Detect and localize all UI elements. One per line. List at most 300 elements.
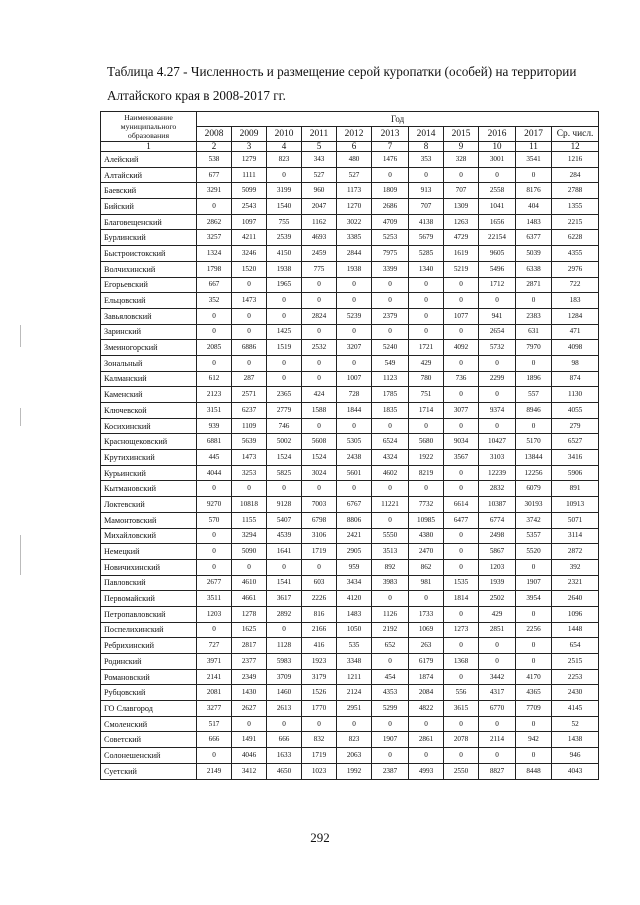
count-cell: 727 — [197, 638, 232, 654]
count-cell: 6881 — [197, 434, 232, 450]
count-cell: 3077 — [444, 403, 479, 419]
column-number: 5 — [302, 142, 337, 152]
count-cell: 4324 — [372, 450, 409, 466]
count-cell: 5090 — [232, 544, 267, 560]
count-cell: 9128 — [267, 497, 302, 513]
count-cell: 6767 — [337, 497, 372, 513]
count-cell: 6614 — [444, 497, 479, 513]
municipality-name: Петропавловский — [101, 606, 197, 622]
table-row — [101, 763, 599, 779]
table-row — [101, 544, 599, 560]
year-header: 2009 — [232, 127, 267, 142]
count-cell: 3001 — [479, 152, 516, 168]
column-number: 1 — [101, 142, 197, 152]
count-cell: 0 — [372, 418, 409, 434]
average-cell: 2515 — [552, 654, 599, 670]
table-caption-line-2: Алтайского края в 2008-2017 гг. — [107, 88, 286, 103]
count-cell: 5520 — [516, 544, 552, 560]
table-row — [101, 277, 599, 293]
count-cell: 707 — [444, 183, 479, 199]
year-header: 2017 — [516, 127, 552, 142]
count-cell: 4365 — [516, 685, 552, 701]
municipality-name: Советский — [101, 732, 197, 748]
year-header: 2015 — [444, 127, 479, 142]
count-cell: 2379 — [372, 308, 409, 324]
count-cell: 1368 — [444, 654, 479, 670]
count-cell: 816 — [302, 606, 337, 622]
count-cell: 823 — [337, 732, 372, 748]
count-cell: 1519 — [267, 340, 302, 356]
average-cell: 3416 — [552, 450, 599, 466]
table-row — [101, 732, 599, 748]
count-cell: 429 — [479, 606, 516, 622]
municipality-name: Алейский — [101, 152, 197, 168]
count-cell: 892 — [372, 559, 409, 575]
count-cell: 0 — [232, 716, 267, 732]
average-cell: 5906 — [552, 465, 599, 481]
count-cell: 3294 — [232, 528, 267, 544]
year-header: 2013 — [372, 127, 409, 142]
count-cell: 1203 — [197, 606, 232, 622]
count-cell: 652 — [372, 638, 409, 654]
table-row — [101, 685, 599, 701]
count-cell: 6237 — [232, 403, 267, 419]
average-cell: 722 — [552, 277, 599, 293]
count-cell: 728 — [337, 387, 372, 403]
count-cell: 4650 — [267, 763, 302, 779]
count-cell: 1520 — [232, 261, 267, 277]
table-row — [101, 497, 599, 513]
count-cell: 1126 — [372, 606, 409, 622]
count-cell: 0 — [444, 716, 479, 732]
table-row — [101, 418, 599, 434]
count-cell: 1588 — [302, 403, 337, 419]
count-cell: 1491 — [232, 732, 267, 748]
count-cell: 2862 — [197, 214, 232, 230]
count-cell: 8946 — [516, 403, 552, 419]
count-cell: 0 — [479, 748, 516, 764]
table-row — [101, 606, 599, 622]
count-cell: 3277 — [197, 701, 232, 717]
count-cell: 0 — [372, 167, 409, 183]
column-number: 10 — [479, 142, 516, 152]
average-cell: 2215 — [552, 214, 599, 230]
count-cell: 2905 — [337, 544, 372, 560]
count-cell: 1211 — [337, 669, 372, 685]
table-row — [101, 465, 599, 481]
municipality-name: Баевский — [101, 183, 197, 199]
count-cell: 2550 — [444, 763, 479, 779]
table-row — [101, 528, 599, 544]
average-cell: 2253 — [552, 669, 599, 685]
count-cell: 2851 — [479, 622, 516, 638]
count-cell: 2081 — [197, 685, 232, 701]
count-cell: 1965 — [267, 277, 302, 293]
municipality-name: Зональный — [101, 355, 197, 371]
count-cell: 0 — [232, 308, 267, 324]
count-cell: 1279 — [232, 152, 267, 168]
count-cell: 707 — [409, 199, 444, 215]
count-cell: 5679 — [409, 230, 444, 246]
count-cell: 2871 — [516, 277, 552, 293]
count-cell: 3971 — [197, 654, 232, 670]
count-cell: 1922 — [409, 450, 444, 466]
count-cell: 0 — [516, 293, 552, 309]
municipality-name: Калманский — [101, 371, 197, 387]
count-cell: 0 — [409, 716, 444, 732]
count-cell: 0 — [337, 355, 372, 371]
count-cell: 2502 — [479, 591, 516, 607]
count-cell: 0 — [409, 308, 444, 324]
count-cell: 404 — [516, 199, 552, 215]
count-cell: 1907 — [516, 575, 552, 591]
municipality-name: Новичихинский — [101, 559, 197, 575]
count-cell: 1483 — [516, 214, 552, 230]
municipality-name: Крутихинский — [101, 450, 197, 466]
count-cell: 0 — [267, 167, 302, 183]
count-cell: 981 — [409, 575, 444, 591]
count-cell: 0 — [444, 167, 479, 183]
average-cell: 98 — [552, 355, 599, 371]
count-cell: 0 — [197, 528, 232, 544]
average-cell: 891 — [552, 481, 599, 497]
year-group-header: Год — [197, 112, 599, 127]
table-row — [101, 371, 599, 387]
year-header: Ср. числ. — [552, 127, 599, 142]
municipality-name: Завьяловский — [101, 308, 197, 324]
count-cell: 0 — [444, 324, 479, 340]
count-cell: 2365 — [267, 387, 302, 403]
municipality-name: Ключевской — [101, 403, 197, 419]
count-cell: 751 — [409, 387, 444, 403]
count-cell: 7003 — [302, 497, 337, 513]
count-cell: 1162 — [302, 214, 337, 230]
count-cell: 1270 — [337, 199, 372, 215]
count-cell: 5639 — [232, 434, 267, 450]
count-cell: 1923 — [302, 654, 337, 670]
count-cell: 1473 — [232, 450, 267, 466]
count-cell: 0 — [516, 355, 552, 371]
count-cell: 2558 — [479, 183, 516, 199]
count-cell: 3199 — [267, 183, 302, 199]
count-cell: 0 — [372, 324, 409, 340]
count-cell: 556 — [444, 685, 479, 701]
count-cell: 0 — [444, 606, 479, 622]
count-cell: 11221 — [372, 497, 409, 513]
count-cell: 0 — [337, 293, 372, 309]
count-cell: 2951 — [337, 701, 372, 717]
count-cell: 4170 — [516, 669, 552, 685]
count-cell: 9034 — [444, 434, 479, 450]
count-cell: 1109 — [232, 418, 267, 434]
count-cell: 263 — [409, 638, 444, 654]
margin-mark — [20, 408, 21, 426]
count-cell: 0 — [267, 622, 302, 638]
count-cell: 538 — [197, 152, 232, 168]
average-cell: 52 — [552, 716, 599, 732]
table-row — [101, 199, 599, 215]
average-cell: 1130 — [552, 387, 599, 403]
count-cell: 1721 — [409, 340, 444, 356]
count-cell: 2226 — [302, 591, 337, 607]
count-cell: 6774 — [479, 512, 516, 528]
average-cell: 3114 — [552, 528, 599, 544]
count-cell: 570 — [197, 512, 232, 528]
count-cell: 527 — [302, 167, 337, 183]
count-cell: 352 — [197, 293, 232, 309]
table-row — [101, 701, 599, 717]
count-cell: 832 — [302, 732, 337, 748]
count-cell: 5608 — [302, 434, 337, 450]
count-cell: 736 — [444, 371, 479, 387]
table-row — [101, 575, 599, 591]
count-cell: 0 — [337, 716, 372, 732]
count-cell: 1641 — [267, 544, 302, 560]
count-cell: 0 — [302, 418, 337, 434]
count-cell: 3442 — [479, 669, 516, 685]
average-cell: 10913 — [552, 497, 599, 513]
count-cell: 3617 — [267, 591, 302, 607]
count-cell: 823 — [267, 152, 302, 168]
count-cell: 5170 — [516, 434, 552, 450]
count-cell: 3541 — [516, 152, 552, 168]
count-cell: 4380 — [409, 528, 444, 544]
count-cell: 4610 — [232, 575, 267, 591]
count-cell: 353 — [409, 152, 444, 168]
average-cell: 2788 — [552, 183, 599, 199]
count-cell: 454 — [372, 669, 409, 685]
municipality-name: Первомайский — [101, 591, 197, 607]
average-cell: 1284 — [552, 308, 599, 324]
count-cell: 3024 — [302, 465, 337, 481]
count-cell: 780 — [409, 371, 444, 387]
count-cell: 2627 — [232, 701, 267, 717]
count-cell: 1111 — [232, 167, 267, 183]
count-cell: 1430 — [232, 685, 267, 701]
count-cell: 2299 — [479, 371, 516, 387]
average-cell: 5071 — [552, 512, 599, 528]
average-cell: 2976 — [552, 261, 599, 277]
count-cell: 4822 — [409, 701, 444, 717]
count-cell: 6798 — [302, 512, 337, 528]
count-cell: 287 — [232, 371, 267, 387]
count-cell: 0 — [444, 418, 479, 434]
count-cell: 1714 — [409, 403, 444, 419]
count-cell: 0 — [409, 324, 444, 340]
average-cell: 471 — [552, 324, 599, 340]
column-number: 11 — [516, 142, 552, 152]
count-cell: 0 — [267, 355, 302, 371]
count-cell: 6886 — [232, 340, 267, 356]
count-cell: 2438 — [337, 450, 372, 466]
table-row — [101, 308, 599, 324]
count-cell: 1719 — [302, 748, 337, 764]
count-cell: 5299 — [372, 701, 409, 717]
count-cell: 0 — [337, 481, 372, 497]
count-cell: 527 — [337, 167, 372, 183]
average-cell: 1216 — [552, 152, 599, 168]
count-cell: 3954 — [516, 591, 552, 607]
count-cell: 1619 — [444, 246, 479, 262]
count-cell: 667 — [197, 277, 232, 293]
count-cell: 4709 — [372, 214, 409, 230]
table-row — [101, 434, 599, 450]
average-cell: 1096 — [552, 606, 599, 622]
municipality-name: Егорьевский — [101, 277, 197, 293]
count-cell: 0 — [479, 716, 516, 732]
count-cell: 2078 — [444, 732, 479, 748]
count-cell: 2532 — [302, 340, 337, 356]
count-cell: 2084 — [409, 685, 444, 701]
count-cell: 480 — [337, 152, 372, 168]
count-cell: 4661 — [232, 591, 267, 607]
count-cell: 1719 — [302, 544, 337, 560]
count-cell: 2539 — [267, 230, 302, 246]
count-cell: 2817 — [232, 638, 267, 654]
municipality-name: Павловский — [101, 575, 197, 591]
count-cell: 775 — [302, 261, 337, 277]
column-number: 9 — [444, 142, 479, 152]
count-cell: 2824 — [302, 308, 337, 324]
count-cell: 4046 — [232, 748, 267, 764]
count-cell: 1874 — [409, 669, 444, 685]
count-cell: 0 — [444, 748, 479, 764]
count-cell: 2114 — [479, 732, 516, 748]
count-cell: 5357 — [516, 528, 552, 544]
count-cell: 1625 — [232, 622, 267, 638]
count-cell: 0 — [444, 559, 479, 575]
municipality-name: Алтайский — [101, 167, 197, 183]
count-cell: 0 — [479, 387, 516, 403]
table-row — [101, 591, 599, 607]
municipality-name: Заринский — [101, 324, 197, 340]
count-cell: 1128 — [267, 638, 302, 654]
count-cell: 2498 — [479, 528, 516, 544]
count-cell: 1524 — [267, 450, 302, 466]
average-cell: 183 — [552, 293, 599, 309]
count-cell: 1633 — [267, 748, 302, 764]
count-cell: 3348 — [337, 654, 372, 670]
count-cell: 1814 — [444, 591, 479, 607]
count-cell: 2677 — [197, 575, 232, 591]
year-header: 2014 — [409, 127, 444, 142]
count-cell: 0 — [267, 716, 302, 732]
table-caption-line-1: Таблица 4.27 - Численность и размещение серой куропатки (особей) на территории — [107, 64, 577, 79]
count-cell: 0 — [516, 418, 552, 434]
municipality-name: Ребрихинский — [101, 638, 197, 654]
count-cell: 10985 — [409, 512, 444, 528]
count-cell: 3742 — [516, 512, 552, 528]
count-cell: 0 — [409, 418, 444, 434]
margin-mark — [20, 325, 21, 347]
column-number: 7 — [372, 142, 409, 152]
count-cell: 1540 — [267, 199, 302, 215]
table-row — [101, 152, 599, 168]
count-cell: 3709 — [267, 669, 302, 685]
count-cell: 0 — [409, 293, 444, 309]
count-cell: 0 — [197, 199, 232, 215]
average-cell: 2872 — [552, 544, 599, 560]
table-row — [101, 214, 599, 230]
count-cell: 4993 — [409, 763, 444, 779]
table-row — [101, 512, 599, 528]
table-row — [101, 340, 599, 356]
count-cell: 7970 — [516, 340, 552, 356]
count-cell: 343 — [302, 152, 337, 168]
municipality-name: Родинский — [101, 654, 197, 670]
count-cell: 0 — [337, 324, 372, 340]
average-cell: 874 — [552, 371, 599, 387]
count-cell: 0 — [232, 277, 267, 293]
average-cell: 4055 — [552, 403, 599, 419]
count-cell: 0 — [444, 387, 479, 403]
municipality-name: Смоленский — [101, 716, 197, 732]
count-cell: 1476 — [372, 152, 409, 168]
column-number: 8 — [409, 142, 444, 152]
count-cell: 4092 — [444, 340, 479, 356]
table-row — [101, 559, 599, 575]
municipality-name: Поспелихинский — [101, 622, 197, 638]
count-cell: 1896 — [516, 371, 552, 387]
count-cell: 8827 — [479, 763, 516, 779]
table-row — [101, 716, 599, 732]
count-cell: 960 — [302, 183, 337, 199]
count-cell: 2779 — [267, 403, 302, 419]
table-row — [101, 450, 599, 466]
count-cell: 0 — [479, 638, 516, 654]
count-cell: 6338 — [516, 261, 552, 277]
average-cell: 284 — [552, 167, 599, 183]
municipality-name: Бийский — [101, 199, 197, 215]
year-header: 2010 — [267, 127, 302, 142]
count-cell: 0 — [444, 355, 479, 371]
count-cell: 7709 — [516, 701, 552, 717]
average-cell: 1448 — [552, 622, 599, 638]
count-cell: 1844 — [337, 403, 372, 419]
count-cell: 5825 — [267, 465, 302, 481]
table-row — [101, 481, 599, 497]
count-cell: 0 — [516, 638, 552, 654]
average-cell: 1355 — [552, 199, 599, 215]
count-cell: 2377 — [232, 654, 267, 670]
count-cell: 3567 — [444, 450, 479, 466]
count-cell: 3253 — [232, 465, 267, 481]
count-cell: 1473 — [232, 293, 267, 309]
count-cell: 0 — [516, 606, 552, 622]
count-cell: 2861 — [409, 732, 444, 748]
count-cell: 1097 — [232, 214, 267, 230]
count-cell: 22154 — [479, 230, 516, 246]
count-cell: 1278 — [232, 606, 267, 622]
count-cell: 1077 — [444, 308, 479, 324]
table-row — [101, 261, 599, 277]
average-cell: 4043 — [552, 763, 599, 779]
count-cell: 5039 — [516, 246, 552, 262]
count-cell: 1203 — [479, 559, 516, 575]
count-cell: 445 — [197, 450, 232, 466]
count-cell: 5099 — [232, 183, 267, 199]
municipality-name: Локтевский — [101, 497, 197, 513]
count-cell: 0 — [372, 481, 409, 497]
count-cell: 5240 — [372, 340, 409, 356]
table-row — [101, 748, 599, 764]
count-cell: 2256 — [516, 622, 552, 638]
count-cell: 2349 — [232, 669, 267, 685]
column-number: 2 — [197, 142, 232, 152]
table-row — [101, 230, 599, 246]
table-row — [101, 387, 599, 403]
municipality-name: Бурлинский — [101, 230, 197, 246]
